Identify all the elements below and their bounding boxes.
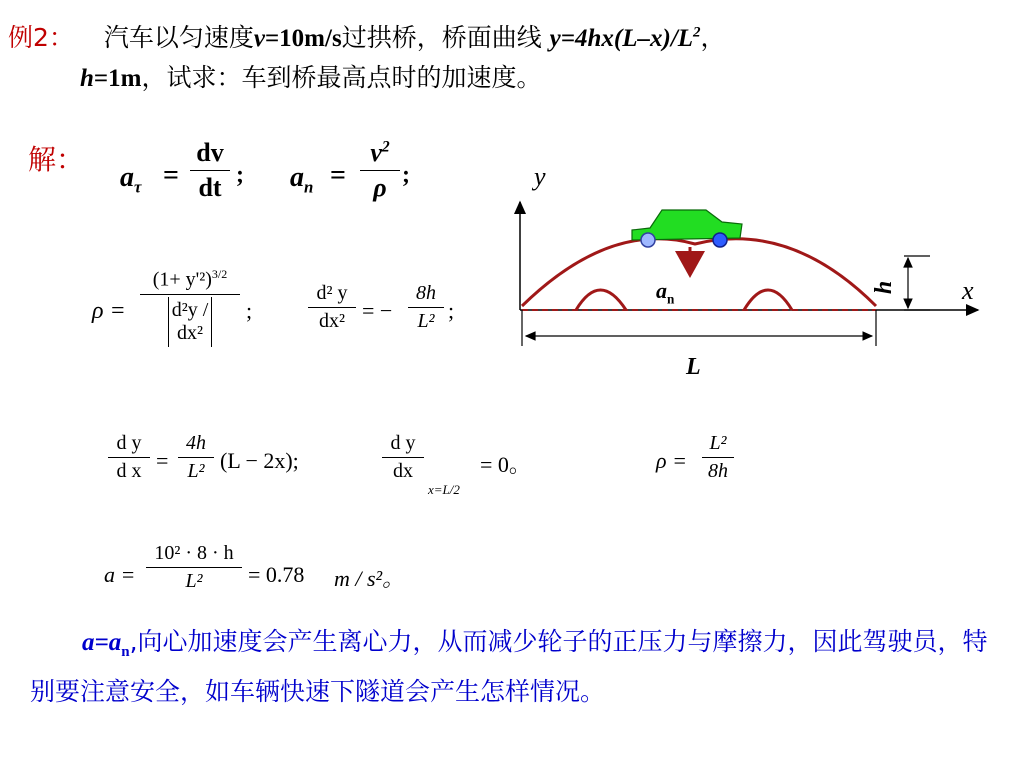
eq-sign-2: = bbox=[330, 160, 346, 191]
fraction-rho: $(1+ y'^2)^{3/2}$ d²y / dx² bbox=[140, 268, 240, 347]
arch-right bbox=[744, 290, 792, 310]
conclusion-paragraph bbox=[30, 622, 990, 711]
problem-text-2: 过拱桥，桥面曲线 bbox=[341, 23, 542, 52]
fraction-v2-rho: $v^2$ ρ bbox=[360, 138, 400, 203]
v-value: =10m/s bbox=[264, 25, 342, 52]
h-value: =1m bbox=[93, 65, 142, 92]
fraction-d2y-dx2: d² y dx² bbox=[308, 282, 356, 333]
dy-zero: = 0。 bbox=[480, 452, 531, 477]
y-axis-label: y bbox=[534, 162, 546, 191]
fraction-dy-dx: d y d x bbox=[108, 432, 150, 483]
example-label: 例2： bbox=[8, 23, 74, 52]
problem-line-2 bbox=[80, 58, 542, 94]
semicolon-1: ; bbox=[236, 162, 244, 188]
h-label: h bbox=[871, 280, 898, 295]
a-lhs: a = bbox=[104, 562, 136, 587]
a-unit: m / s²。 bbox=[334, 566, 405, 591]
a-tau-lhs: $a_\tau$ bbox=[120, 162, 142, 197]
eval-subscript: x=L/2 bbox=[428, 482, 460, 497]
v-symbol: v bbox=[253, 25, 265, 52]
minus-sign: = − bbox=[362, 298, 393, 323]
fraction-L2-8h: L² 8h bbox=[702, 432, 734, 483]
problem-line-1 bbox=[8, 18, 726, 54]
an-label: $a_n$ bbox=[656, 278, 675, 307]
h-symbol: h bbox=[80, 65, 94, 92]
a-result: = 0.78 bbox=[248, 562, 305, 587]
fraction-dy-dx-2: d y dx bbox=[382, 432, 424, 483]
fraction-4h-L2: 4h L² bbox=[178, 432, 214, 483]
L-label: L bbox=[686, 354, 701, 380]
x-axis-label: x bbox=[962, 276, 974, 305]
curve-equation: $y=4hx(L-x)/L^2$ bbox=[549, 24, 701, 52]
dy-tail: (L − 2x); bbox=[220, 448, 299, 473]
fraction-dv-dt: dv dt bbox=[190, 138, 230, 203]
semicolon-2: ; bbox=[402, 162, 410, 188]
conclusion-text: ,向心加速度会产生离心力，从而减少轮子的正压力与摩擦力，因此驾驶员，特别要注意安全，如车辆快速下隧道会产生怎样情况。 bbox=[30, 627, 988, 706]
a-equals-an: $a=a_n$ bbox=[82, 629, 130, 660]
fraction-8h-L2: 8h L² bbox=[408, 282, 444, 333]
problem-comma: ， bbox=[700, 23, 726, 52]
semicolon-4: ; bbox=[448, 298, 455, 323]
problem-text-1: 汽车以匀速度 bbox=[103, 23, 254, 52]
problem-text-3: ，试求：车到桥最高点时的加速度。 bbox=[141, 63, 542, 92]
rho-2-lhs: ρ = bbox=[656, 448, 687, 473]
rho-lhs: ρ = bbox=[92, 298, 126, 324]
eq-sign-1: = bbox=[163, 160, 179, 191]
eq-sign-3: = bbox=[156, 448, 169, 473]
arch-left bbox=[576, 290, 626, 310]
solution-label: 解： bbox=[28, 143, 85, 176]
bridge-diagram bbox=[500, 160, 1000, 390]
bridge-deck bbox=[522, 239, 876, 306]
semicolon-3: ; bbox=[246, 298, 253, 323]
a-n-lhs: $a_n$ bbox=[290, 162, 314, 197]
fraction-a: 10² · 8 · h L² bbox=[146, 542, 242, 593]
